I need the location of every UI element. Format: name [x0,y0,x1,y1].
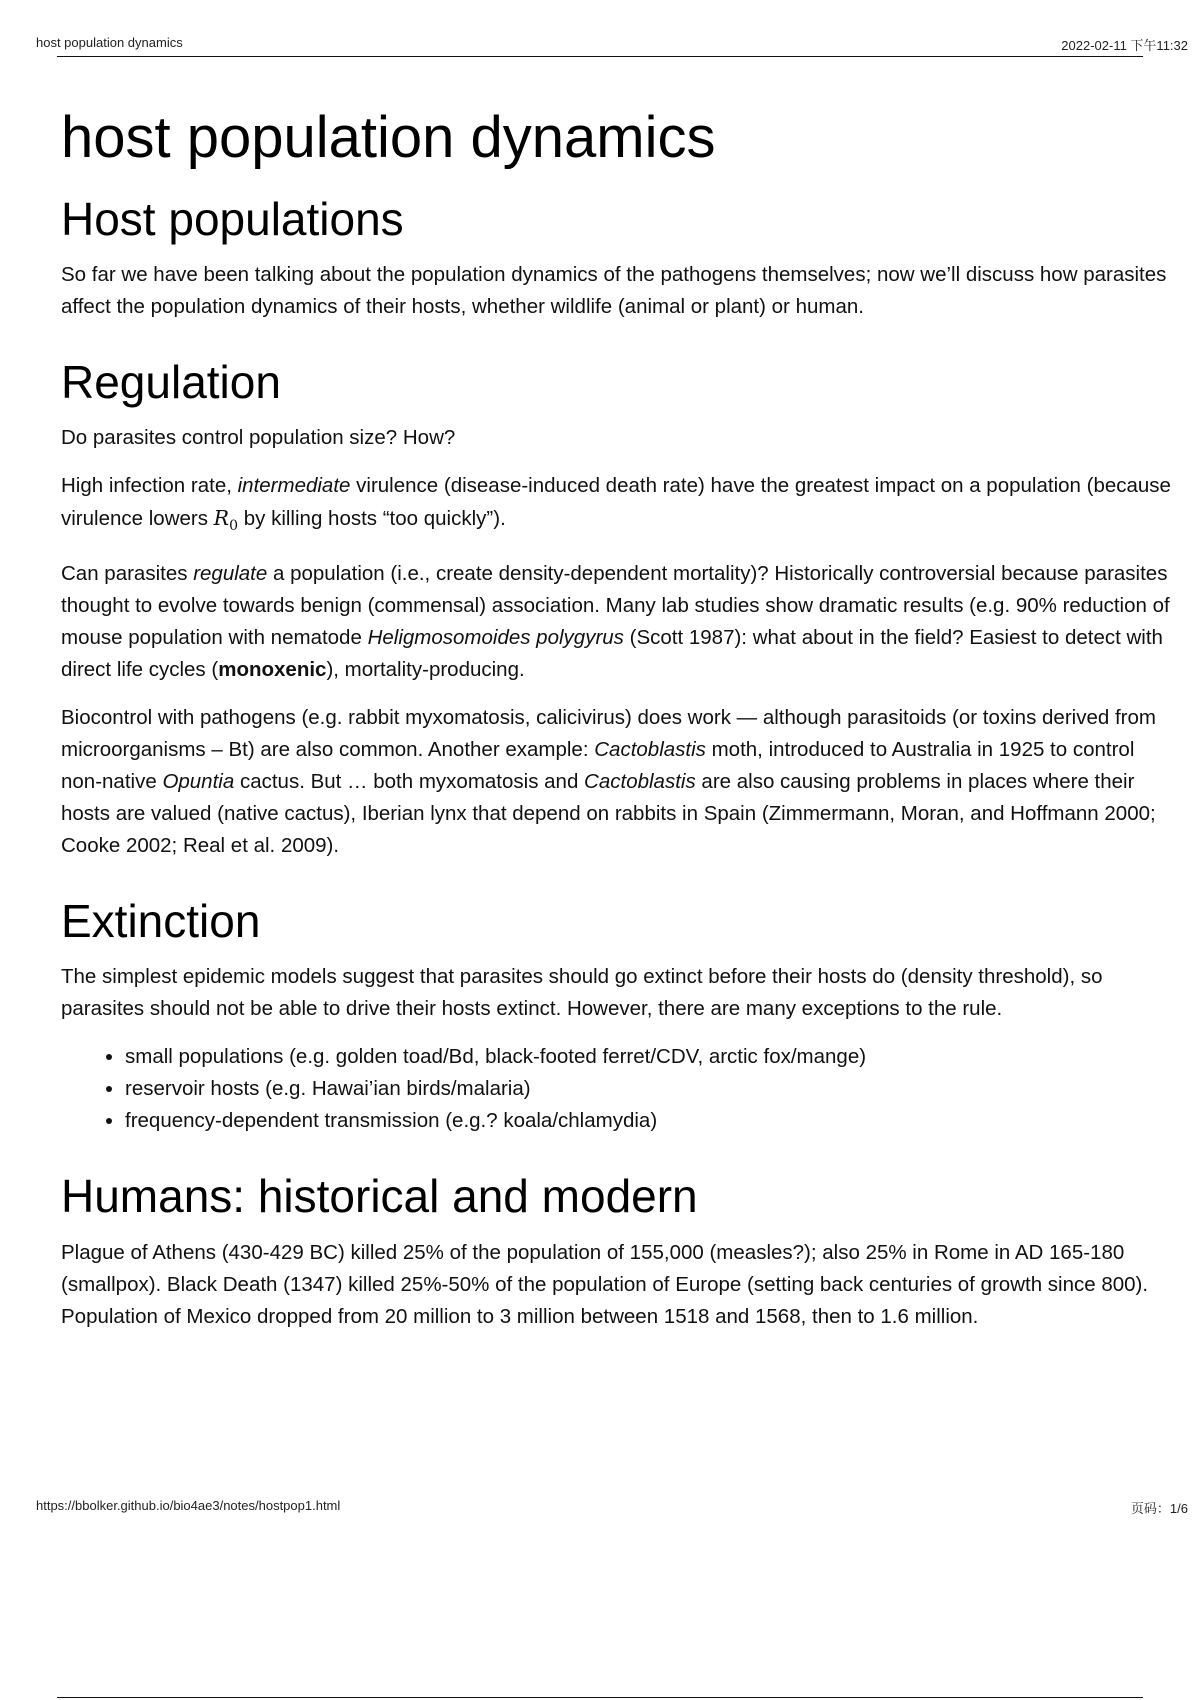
print-header-title: host population dynamics [36,35,183,50]
extinction-exceptions-list [61,1041,1171,1137]
print-header-timestamp: 2022-02-11 下午11:32 [1061,38,1188,53]
print-footer-url: https://bbolker.github.io/bio4ae3/notes/hostpop1.html [36,1498,341,1513]
list-item: • small populations (e.g. golden toad/Bd, black-footed ferret/CDV, arctic fox/mange) [125,1041,1171,1073]
paragraph-regulation-question: Do parasites control population size? How? [61,426,456,450]
section-heading-humans: Humans: historical and modern [61,1170,698,1223]
header-divider [57,56,1143,57]
list-item: • frequency-dependent transmission (e.g.? koala/chlamydia) [125,1105,1171,1137]
paragraph-extinction: The simplest epidemic models suggest that parasites should go extinct before their hosts do (density threshold), so parasites should not be able to drive their hosts extinct. However, there are many exceptions to the rule. [61,965,1103,1021]
paragraph-regulation-density: Can parasites regulate a population (i.e., create density-dependent mortality)? Historically controversial because parasites thought to evolve towards benign (commensal) association. Many lab studies show dramatic results (e.g. 90% reduction of mouse population with nematode Heligmosomoides polygyrus (Scott 1987): what about in the field? Easiest to detect with direct life cycles (monoxenic), mortality-producing. [61,562,1170,682]
paragraph-regulation-virulence: High infection rate, intermediate virulence (disease-induced death rate) have the greatest impact on a population (because virulence lowers $R_0$ by killing hosts “too quickly”). [61,474,1171,535]
section-heading-extinction: Extinction [61,895,261,948]
section-heading-regulation: Regulation [61,355,281,408]
paragraph-host-populations: So far we have been talking about the population dynamics of the pathogens themselves; now we’ll discuss how parasites affect the population dynamics of their hosts, whether wildlife (animal or plant) or human. [61,262,1167,318]
page-title: host population dynamics [61,105,716,170]
list-item: • reservoir hosts (e.g. Hawai’ian birds/malaria) [125,1073,1171,1105]
paragraph-regulation-biocontrol: Biocontrol with pathogens (e.g. rabbit myxomatosis, calicivirus) does work — although parasitoids (or toxins derived from microorganisms – Bt) are also common. Another example: Cactoblastis moth, introduced to Australia in 1925 to control non-native Opuntia cactus. But … both myxomatosis and Cactoblastis are also causing problems in places where their hosts are valued (native cactus), Iberian lynx that depend on rabbits in Spain (Zimmermann, Moran, and Hoffmann 2000; Cooke 2002; Real et al. 2009). [61,706,1156,858]
document-body [61,105,1171,1349]
section-heading-host-populations: Host populations [61,192,404,245]
footer-divider [57,1697,1143,1698]
r0-math: $R_0$ [213,506,239,535]
print-footer-page-number: 页码：1/6 [1130,1501,1188,1516]
paragraph-humans: Plague of Athens (430-429 BC) killed 25% of the population of 155,000 (measles?); also 25% in Rome in AD 165-180 (smallpox). Black Death (1347) killed 25%-50% of the population of Europe (setting back centuries of growth since 800). Population of Mexico dropped from 20 million to 3 million between 1518 and 1568, then to 1.6 million. [61,1240,1149,1328]
